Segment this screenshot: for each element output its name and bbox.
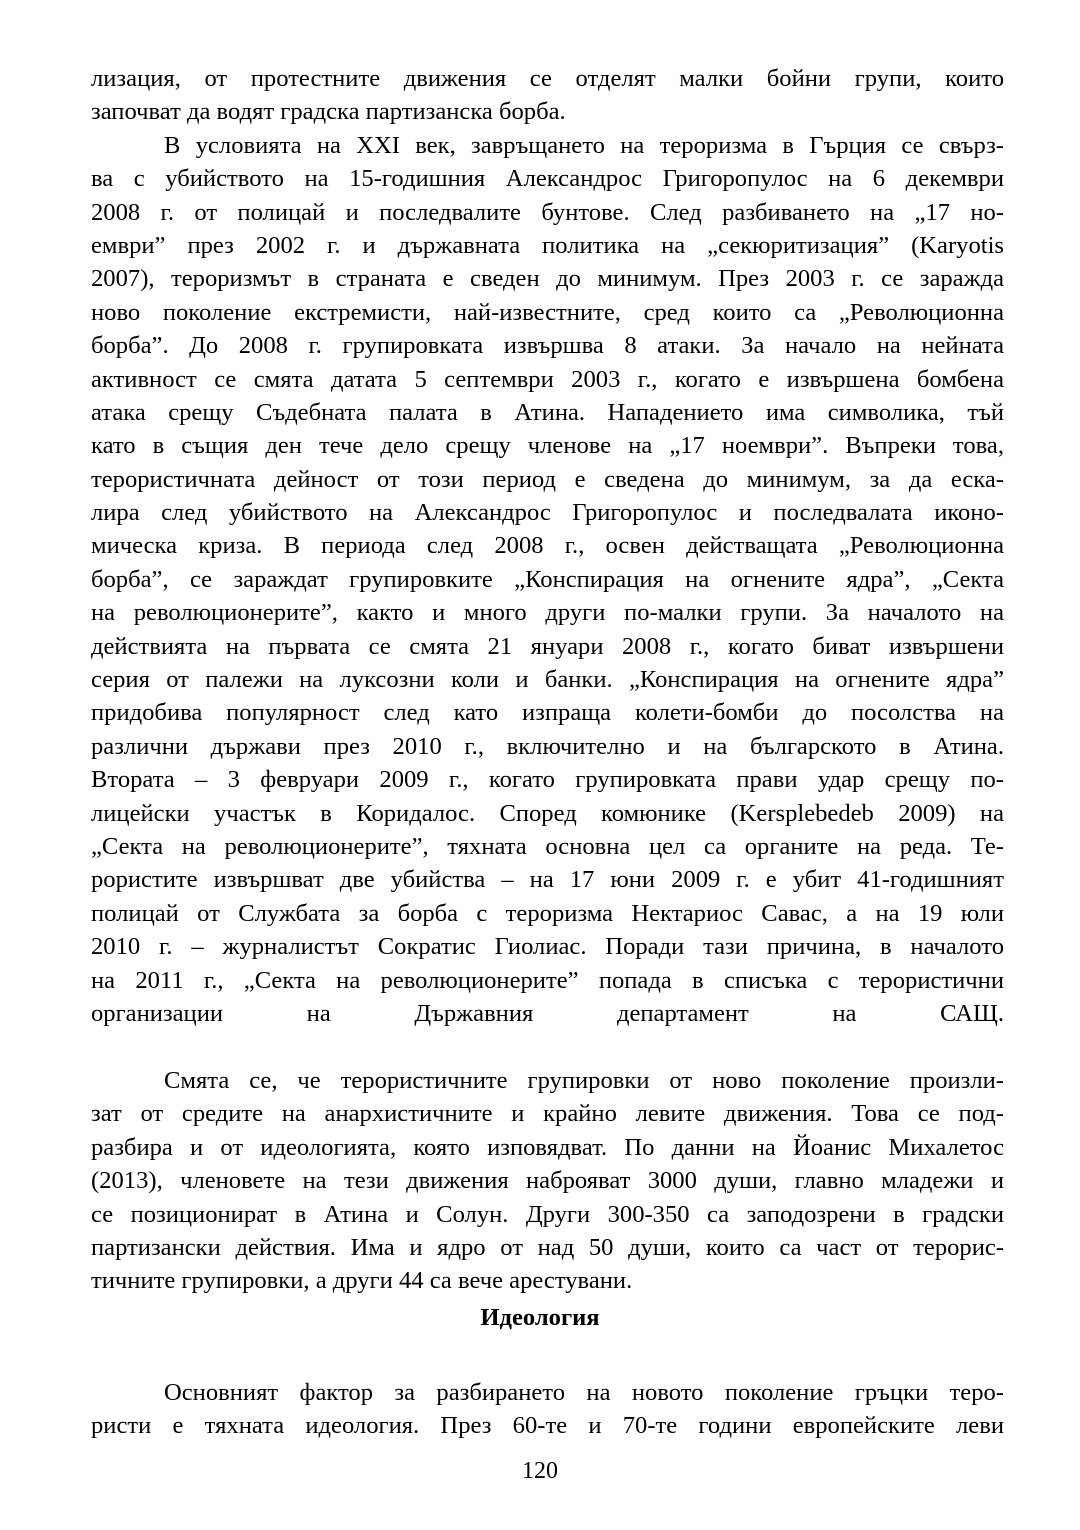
text-line: мическа криза. В периода след 2008 г., освен действащата „Революционна bbox=[91, 532, 1004, 560]
text-line: „Секта на революционерите”, тяхната основна цел са органите на реда. Те- bbox=[91, 833, 1004, 860]
text-line: започват да водят градска партизанска борба. bbox=[91, 98, 566, 126]
text-line: разбира и от идеологията, която изповядват. По данни на Йоанис Михалетос bbox=[91, 1133, 1004, 1161]
text-line: ристи е тяхната идеология. През 60-те и 70-те години европейските леви bbox=[91, 1412, 1004, 1440]
text-line: 2007), тероризмът в страната е сведен до минимум. През 2003 г. се заражда bbox=[91, 265, 1004, 293]
text-line: на революционерите”, както и много други по-малки групи. За началото на bbox=[91, 599, 1004, 627]
text-line: терористичната дейност от този период е сведена до минимум, за да еска- bbox=[91, 465, 1004, 493]
text-line: 2008 г. от полицай и последвалите бунтове. След разбиването на „17 но- bbox=[91, 198, 1004, 226]
paragraph-continuation bbox=[91, 62, 1004, 129]
text-line: ва с убийството на 15-годишния Александрос Григоропулос на 6 декември bbox=[91, 165, 1004, 193]
text-line: (2013), членовете на тези движения наброяват 3000 души, главно младежи и bbox=[91, 1167, 1004, 1195]
text-line: серия от палежи на луксозни коли и банки. „Конспирация на огнените ядра” bbox=[91, 666, 1004, 694]
text-line: различни държави през 2010 г., включително и на българското в Атина. bbox=[91, 732, 1004, 760]
text-line: лизация, от протестните движения се отделят малки бойни групи, които bbox=[91, 65, 1004, 92]
text-line: придобива популярност след като изпраща колети-бомби до посолства на bbox=[91, 699, 1004, 727]
text-line: лира след убийството на Александрос Григоропулос и последвалата иконо- bbox=[91, 499, 1004, 527]
text-line: борба”. До 2008 г. групировката извършва 8 атаки. За начало на нейната bbox=[91, 332, 1004, 360]
text-line: на 2011 г., „Секта на революционерите” попада в списъка с терористични bbox=[91, 966, 1004, 994]
text-line: действията на първата се смята 21 януари 2008 г., когато биват извършени bbox=[91, 632, 1004, 660]
text-line: ново поколение екстремисти, най-известните, сред които са „Революционна bbox=[91, 298, 1004, 326]
text-line: рористите извършват две убийства – на 17 юни 2009 г. е убит 41-годишният bbox=[91, 866, 1004, 894]
text-line: зат от средите на анархистичните и крайно левите движения. Това се под- bbox=[91, 1100, 1004, 1128]
text-line: организации на Държавния департамент на САЩ. bbox=[91, 999, 1004, 1027]
paragraph-terrorism-return bbox=[91, 129, 1004, 1064]
text-line bbox=[91, 1030, 1004, 1063]
text-line: се позиционират в Атина и Солун. Други 300-350 са заподозрени в градски bbox=[91, 1200, 1004, 1228]
text-line: лицейски участък в Коридалос. Според комюнике (Kersplebedeb 2009) на bbox=[91, 799, 1004, 827]
text-line: като в същия ден тече дело срещу членове на „17 ноември”. Въпреки това, bbox=[91, 432, 1004, 460]
text-line: ември” през 2002 г. и държавната политика на „секюритизация” (Karyotis bbox=[91, 231, 1004, 259]
text-line: В условията на XXI век, завръщането на тероризма в Гърция се свърз- bbox=[164, 131, 1004, 159]
text-line: борба”, се зараждат групировките „Конспирация на огнените ядра”, „Секта bbox=[91, 565, 1004, 593]
text-line: полицай от Службата за борба с тероризма Нектариос Савас, а на 19 юли bbox=[91, 899, 1004, 927]
text-line: Основният фактор за разбирането на новото поколение гръцки теро- bbox=[164, 1379, 1004, 1406]
text-line: Смята се, че терористичните групировки от ново поколение произли- bbox=[164, 1067, 1004, 1094]
text-line: тичните групировки, а други 44 са вече арестувани. bbox=[91, 1267, 633, 1295]
text-line: активност се смята датата 5 септември 2003 г., когато е извършена бомбена bbox=[91, 365, 1004, 393]
paragraph-ideology bbox=[91, 1376, 1004, 1443]
text-line: атака срещу Съдебната палата в Атина. Нападението има символика, тъй bbox=[91, 398, 1004, 426]
text-line: 2010 г. – журналистът Сократис Гиолиас. Поради тази причина, в началото bbox=[91, 933, 1004, 961]
text-line: партизански действия. Има и ядро от над 50 души, които са част от терорис- bbox=[91, 1233, 1004, 1261]
text-line: Втората – 3 февруари 2009 г., когато групировката прави удар срещу по- bbox=[91, 766, 1004, 794]
paragraph-new-generation bbox=[91, 1064, 1004, 1298]
page-number: 120 bbox=[522, 1458, 558, 1484]
section-heading: Идеология bbox=[480, 1304, 600, 1331]
